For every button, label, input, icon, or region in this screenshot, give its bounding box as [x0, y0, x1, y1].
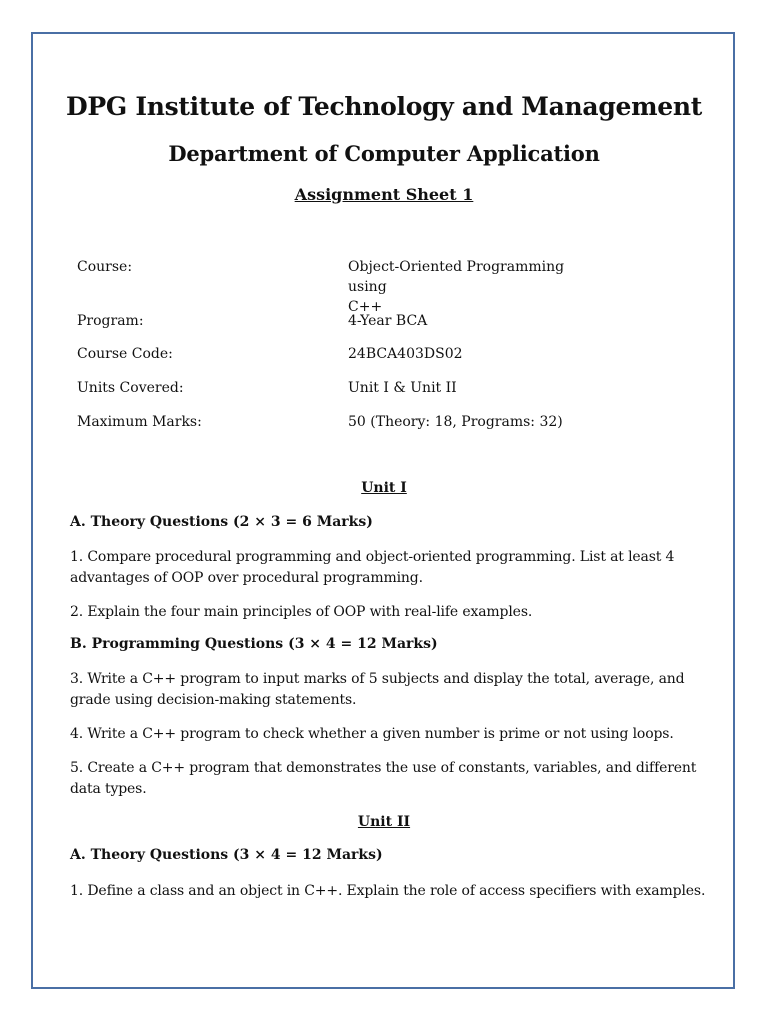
unit2-heading: Unit II: [357, 814, 411, 830]
unit2-question-1: 1. Define a class and an object in C++. Explain the role of access specifiers with examples.: [70, 883, 706, 899]
units-covered-value: Unit I & Unit II: [348, 380, 457, 396]
unit1-programming-heading: B. Programming Questions (3 × 4 = 12 Marks): [70, 636, 438, 652]
course-value-line2: C++: [348, 299, 383, 315]
program-label: Program:: [77, 313, 144, 329]
unit1-question-3: 3. Write a C++ program to input marks of 5 subjects and display the total, average, and grade using decision-making statements.: [70, 671, 685, 708]
course-value: [348, 257, 598, 317]
course-code-label: Course Code:: [77, 346, 173, 362]
program-value: 4-Year BCA: [348, 313, 428, 329]
unit1-heading: Unit I: [361, 480, 407, 496]
unit1-question-4: 4. Write a C++ program to check whether a given number is prime or not using loops.: [70, 726, 674, 742]
page-border: [31, 32, 735, 989]
units-covered-label: Units Covered:: [77, 380, 184, 396]
unit1-question-2: 2. Explain the four main principles of OOP with real-life examples.: [70, 604, 533, 620]
unit1-question-1: 1. Compare procedural programming and object-oriented programming. List at least 4 advantages of OOP over procedural programming.: [70, 549, 675, 586]
assignment-sheet-title: Assignment Sheet 1: [294, 185, 474, 204]
institute-title: DPG Institute of Technology and Management: [66, 92, 702, 121]
department-title: Department of Computer Application: [168, 141, 600, 166]
unit1-theory-heading: A. Theory Questions (2 × 3 = 6 Marks): [70, 514, 373, 530]
course-label: Course:: [77, 259, 133, 275]
unit2-theory-heading: A. Theory Questions (3 × 4 = 12 Marks): [70, 847, 383, 863]
course-code-value: 24BCA403DS02: [348, 346, 463, 362]
unit1-question-5: 5. Create a C++ program that demonstrates the use of constants, variables, and different data types.: [70, 760, 697, 797]
maximum-marks-value: 50 (Theory: 18, Programs: 32): [348, 414, 563, 430]
maximum-marks-label: Maximum Marks:: [77, 414, 202, 430]
course-value-line1: Object-Oriented Programming using: [348, 259, 565, 295]
